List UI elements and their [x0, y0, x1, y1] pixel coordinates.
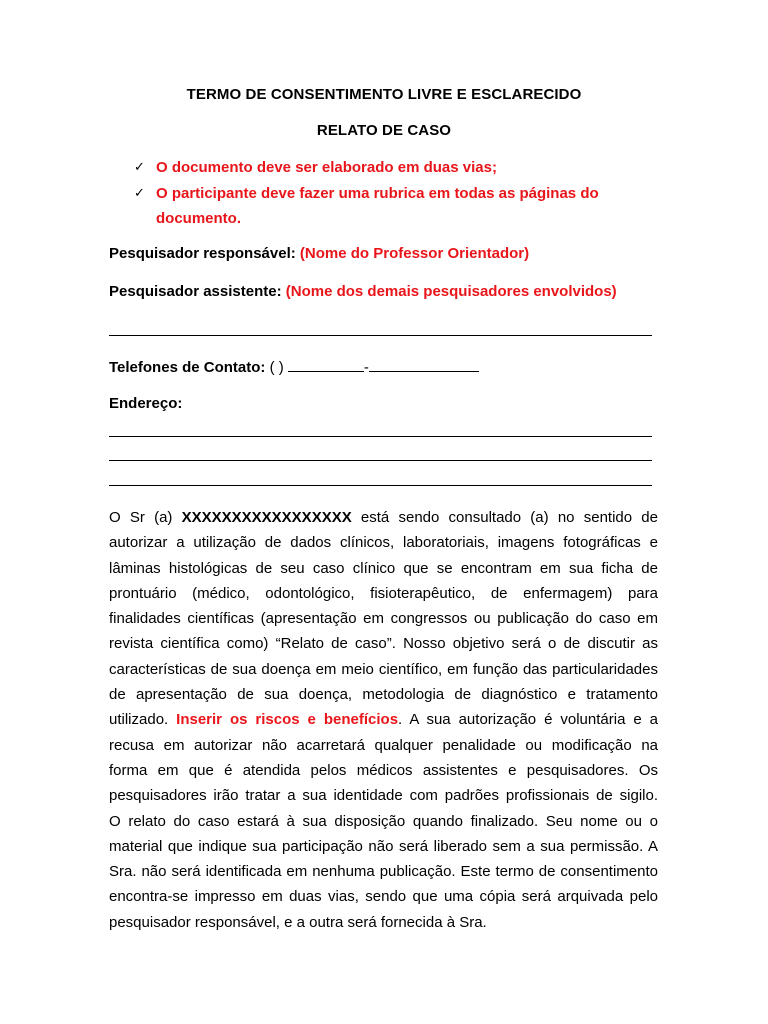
body-line: lâminas histológicas de seu caso clínico que se encontram em sua ficha de	[109, 559, 658, 577]
telefones-area-code: ( )	[269, 359, 284, 376]
body-line: O relato do caso estará à sua disposição quando finalizado. Seu nome ou o	[109, 812, 658, 830]
document-title: TERMO DE CONSENTIMENTO LIVRE E ESCLARECIDO	[186, 86, 582, 103]
body-line: finalidades científicas (apresentação em congressos ou publicação do caso em	[109, 610, 658, 628]
body-line: Sra. não será identificada em nenhuma publicação. Este termo de consentimento	[109, 863, 658, 881]
participant-name-placeholder: XXXXXXXXXXXXXXXXX	[181, 509, 352, 526]
body-line: pesquisadores irão tratar a sua identidade com padrões profissionais de sigilo.	[109, 787, 658, 805]
telefone-number-field[interactable]	[369, 358, 479, 372]
document-subtitle: RELATO DE CASO	[316, 122, 452, 139]
endereco-label: Endereço:	[109, 395, 183, 412]
body-line: de apresentação de sua doença, metodologia de diagnóstico e tratamento	[109, 686, 658, 704]
checkmark-icon: ✓	[134, 185, 145, 200]
assistente-fill-line[interactable]	[109, 335, 652, 336]
body-line	[109, 505, 658, 530]
pesquisador-assistente-value: (Nome dos demais pesquisadores envolvidos)	[285, 283, 617, 300]
endereco-row	[109, 395, 182, 412]
instruction-text-2-continued: documento.	[156, 210, 241, 227]
body-line: autorizar a utilização de dados clínicos, laboratoriais, imagens fotográficas e	[109, 534, 658, 552]
pesquisador-assistente-label: Pesquisador assistente:	[109, 283, 282, 300]
consent-body-paragraph	[109, 505, 658, 935]
endereco-line-2[interactable]	[109, 460, 652, 461]
body-text-segment: O Sr (a)	[109, 509, 182, 526]
body-line: características de sua doença em meio científico, em função das particularidades	[109, 660, 658, 678]
risks-benefits-placeholder: Inserir os riscos e benefícios	[176, 711, 399, 729]
pesquisador-responsavel-value: (Nome do Professor Orientador)	[299, 245, 530, 262]
telefone-prefix-field[interactable]	[288, 358, 364, 372]
body-text-segment: está sendo consultado (a) no sentido de	[351, 509, 658, 526]
body-line: prontuário (médico, odontológico, fisioterapêutico, de enfermagem) para	[109, 584, 658, 602]
telefone-dash: -	[363, 359, 369, 376]
body-text-segment: . A sua autorização é voluntária e a	[398, 711, 658, 729]
body-line	[109, 707, 658, 732]
endereco-line-1[interactable]	[109, 436, 652, 437]
pesquisador-responsavel-label: Pesquisador responsável:	[109, 245, 296, 262]
endereco-line-3[interactable]	[109, 485, 652, 486]
instruction-text-2: O participante deve fazer uma rubrica em todas as páginas do	[156, 185, 599, 202]
telefones-label: Telefones de Contato:	[109, 359, 266, 376]
body-line: pesquisador responsável, e a outra será fornecida à Sra.	[109, 913, 487, 931]
body-line: revista científica como) “Relato de caso”. Nosso objetivo será o de discutir as	[109, 635, 658, 653]
telefones-row	[109, 358, 479, 376]
checkmark-icon: ✓	[134, 159, 145, 174]
pesquisador-responsavel-row	[109, 245, 529, 262]
body-line: material que indique sua participação não será liberado sem a sua permissão. A	[109, 837, 658, 855]
pesquisador-assistente-row	[109, 283, 617, 300]
body-line: encontra-se impresso em duas vias, sendo que uma cópia será arquivada pelo	[109, 888, 658, 906]
body-line: recusa em autorizar não acarretará qualquer penalidade ou modificação na	[109, 736, 658, 754]
body-text-segment: utilizado.	[109, 711, 177, 729]
body-line: forma em que é atendida pelos médicos assistentes e pesquisadores. Os	[109, 761, 658, 779]
instruction-text-1: O documento deve ser elaborado em duas vias;	[156, 159, 497, 176]
